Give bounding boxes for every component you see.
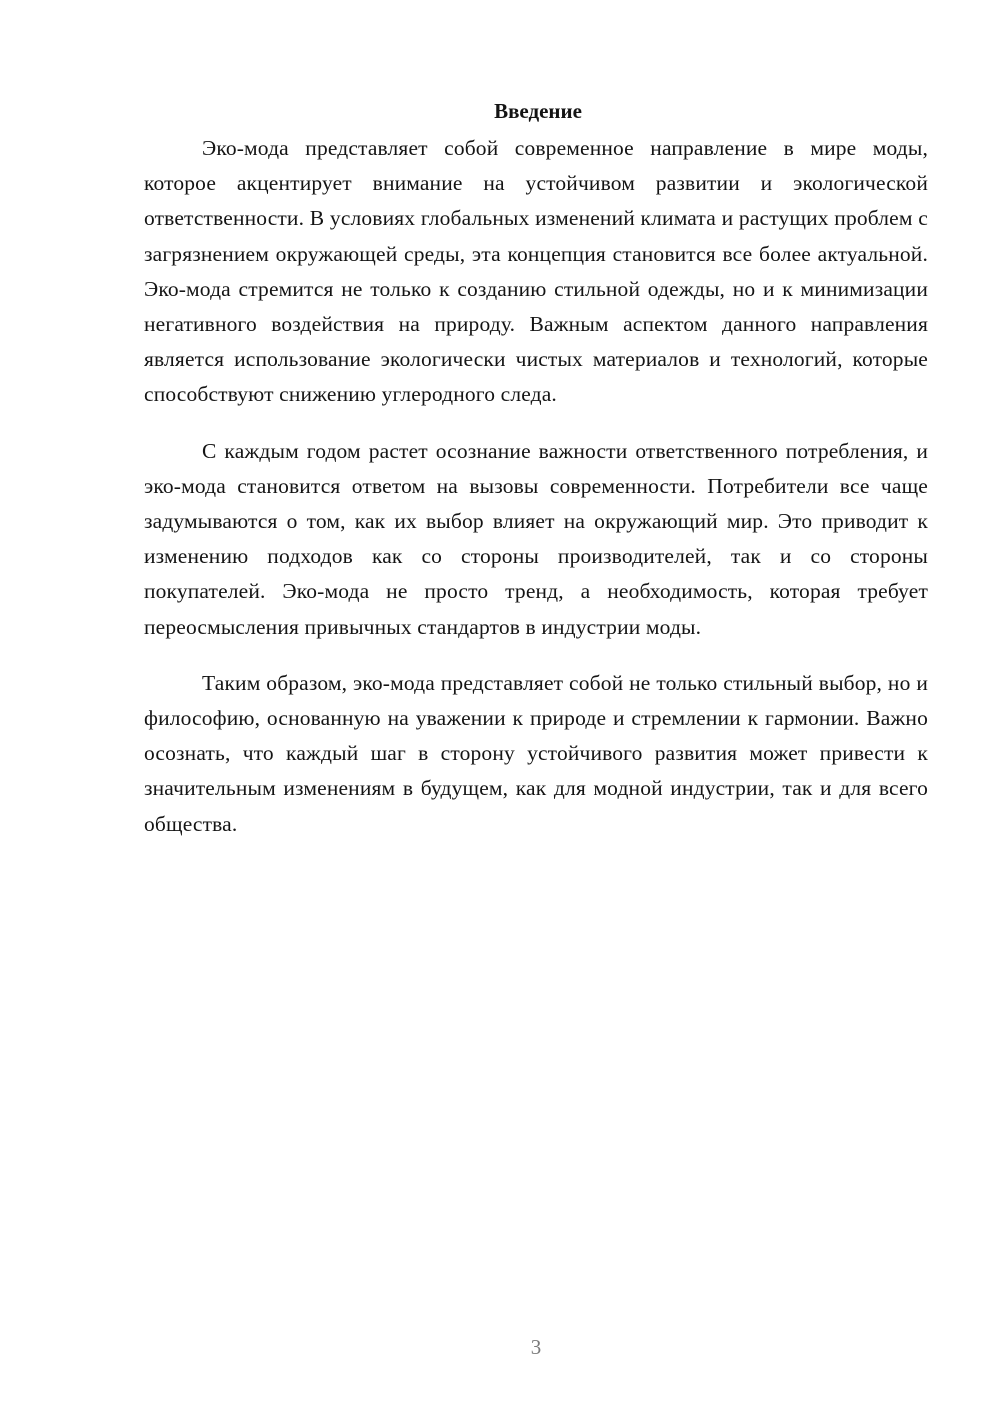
page-number: 3 [530, 1335, 542, 1359]
paragraph-conclusion: Таким образом, эко-мода представляет собой не только стильный выбор, но и философию, основанную на уважении к природе и стремлении к гармонии. Важно осознать, что каждый шаг в сторону устойчивого развития может привести к значительным изменениям в будущем, как для модной индустрии, так и для всего общества. [144, 670, 928, 836]
document-page [144, 96, 928, 842]
page-title: Введение [494, 99, 582, 123]
paragraph-consumption: С каждым годом растет осознание важности ответственного потребления, и эко-мода становится ответом на вызовы современности. Потребители все чаще задумываются о том, как их выбор влияет на окружающий мир. Это приводит к изменению подходов как со стороны производителей, так и со стороны покупателей. Эко-мода не просто тренд, а необходимость, которая требует переосмысления привычных стандартов в индустрии моды. [144, 438, 928, 639]
paragraph-intro: Эко-мода представляет собой современное направление в мире моды, которое акцентирует внимание на устойчивом развитии и экологической ответственности. В условиях глобальных изменений климата и растущих проблем с загрязнением окружающей среды, эта концепция становится все более актуальной. Эко-мода стремится не только к созданию стильной одежды, но и к минимизации негативного воздействия на природу. Важным аспектом данного направления является использование экологически чистых материалов и технологий, которые способствуют снижению углеродного следа. [144, 136, 928, 407]
